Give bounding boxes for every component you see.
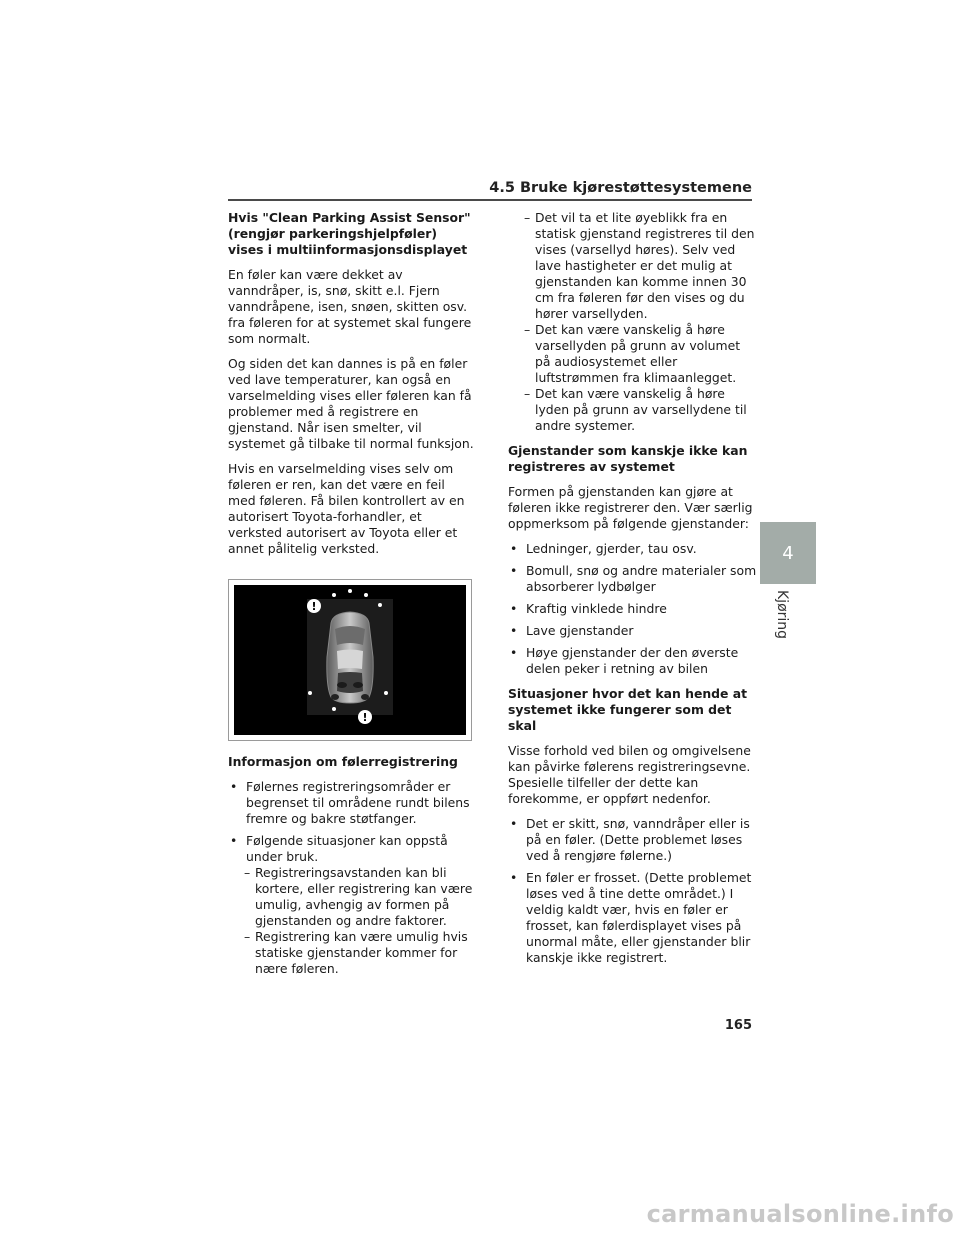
detection-info-list — [228, 779, 476, 977]
list-item: • Kraftig vinklede hindre — [508, 601, 758, 617]
heading-undetected-objects: Gjenstander som kanskje ikke kan registreres av systemet — [508, 443, 748, 474]
section-header: 4.5 Bruke kjørestøttesystemene — [489, 180, 752, 196]
watermark-logo: carmanualsonline.info — [646, 1200, 954, 1228]
heading-sensor-detection: Informasjon om følerregistrering — [228, 754, 458, 769]
sensor-dot — [332, 593, 336, 597]
sensor-indicators — [234, 585, 466, 735]
undetected-objects-list — [508, 541, 758, 677]
continued-sub-list — [508, 210, 758, 434]
sensor-dot — [348, 589, 352, 593]
chapter-label: Kjøring — [774, 590, 790, 640]
sub-list — [228, 865, 476, 977]
list-item: • Det er skitt, snø, vanndråper eller is på en føler. (Dette problemet løses ved å rengjøre følerne.) — [508, 816, 758, 864]
sub-list-item: – Det kan være vanskelig å høre varsellyden på grunn av volumet på audiosystemet eller luftstrømmen fra klimaanlegget. — [508, 322, 758, 386]
chapter-tab[interactable]: 4 — [760, 522, 816, 584]
sub-list-item: – Registreringsavstanden kan bli kortere, eller registrering kan være umulig, avhengig av formen på gjenstanden og andre faktorer. — [228, 865, 476, 929]
sensor-dot — [378, 603, 382, 607]
left-column — [228, 210, 476, 986]
header-divider — [228, 199, 752, 201]
list-item: • En føler er frosset. (Dette problemet løses ved å tine dette området.) I veldig kaldt vær, hvis en føler er frosset, kan følerdisplayet vises på unormal måte, eller gjenstander blir kanskje ikke registrert. — [508, 870, 758, 966]
svg-text:!: ! — [362, 711, 368, 724]
list-item-text: Følgende situasjoner kan oppstå under bruk. — [246, 833, 448, 864]
figure-background — [234, 585, 466, 735]
page-number: 165 — [724, 1018, 752, 1033]
svg-text:!: ! — [311, 600, 317, 613]
list-item — [228, 779, 476, 827]
heading-malfunction-situations: Situasjoner hvor det kan hende at systemet ikke fungerer som det skal — [508, 686, 748, 733]
paragraph-5: Visse forhold ved bilen og omgivelsene kan påvirke følerens registreringsevne. Spesielle tilfeller der dette kan forekomme, er oppført nedenfor. — [508, 743, 751, 806]
sensor-dot — [308, 691, 312, 695]
list-item — [228, 833, 476, 977]
list-item: • Lave gjenstander — [508, 623, 758, 639]
sensor-display-figure — [228, 579, 472, 741]
sensor-dot — [332, 707, 336, 711]
sub-list-item: – Det vil ta et lite øyeblikk fra en statisk gjenstand registreres til den vises (varsellyd høres). Selv ved lave hastigheter er det mulig at gjenstanden kan komme innen 30 cm fra føleren før den vises og du hører varsellyden. — [508, 210, 758, 322]
malfunction-situations-list — [508, 816, 758, 966]
sub-list-item: – Registrering kan være umulig hvis statiske gjenstander kommer for nære føleren. — [228, 929, 476, 977]
list-item-text: Følernes registreringsområder er begrenset til områdene rundt bilens fremre og bakre støtfanger. — [246, 779, 470, 826]
right-column — [508, 210, 758, 975]
warning-icon — [358, 710, 372, 724]
paragraph-4: Formen på gjenstanden kan gjøre at føleren ikke registrerer den. Vær særlig oppmerksom på følgende gjenstander: — [508, 484, 753, 531]
sub-list-item: – Det kan være vanskelig å høre lyden på grunn av varsellydene til andre systemer. — [508, 386, 758, 434]
paragraph-3: Hvis en varselmelding vises selv om føleren er ren, kan det være en feil med føleren. Få bilen kontrollert av en autorisert Toyota-forhandler, et verksted autorisert av Toyota eller et annet pålitelig verksted. — [228, 461, 465, 556]
list-item: • Ledninger, gjerder, tau osv. — [508, 541, 758, 557]
list-item: • Høye gjenstander der den øverste delen peker i retning av bilen — [508, 645, 758, 677]
sensor-dot — [364, 593, 368, 597]
sensor-dot — [384, 691, 388, 695]
paragraph-2: Og siden det kan dannes is på en føler ved lave temperaturer, kan også en varselmelding vises eller føleren kan få problemer med å registrere en gjenstand. Når isen smelter, vil systemet gå tilbake til normal funksjon. — [228, 356, 474, 451]
list-item: • Bomull, snø og andre materialer som absorberer lydbølger — [508, 563, 758, 595]
heading-clean-sensor: Hvis "Clean Parking Assist Sensor" (rengjør parkeringshjelpføler) vises i multiinformasjonsdisplayet — [228, 210, 471, 257]
warning-icon — [307, 599, 321, 613]
paragraph-1: En føler kan være dekket av vanndråper, is, snø, skitt e.l. Fjern vanndråpene, isen, snøen, skitten osv. fra føleren for at systemet skal fungere som normalt. — [228, 267, 472, 346]
